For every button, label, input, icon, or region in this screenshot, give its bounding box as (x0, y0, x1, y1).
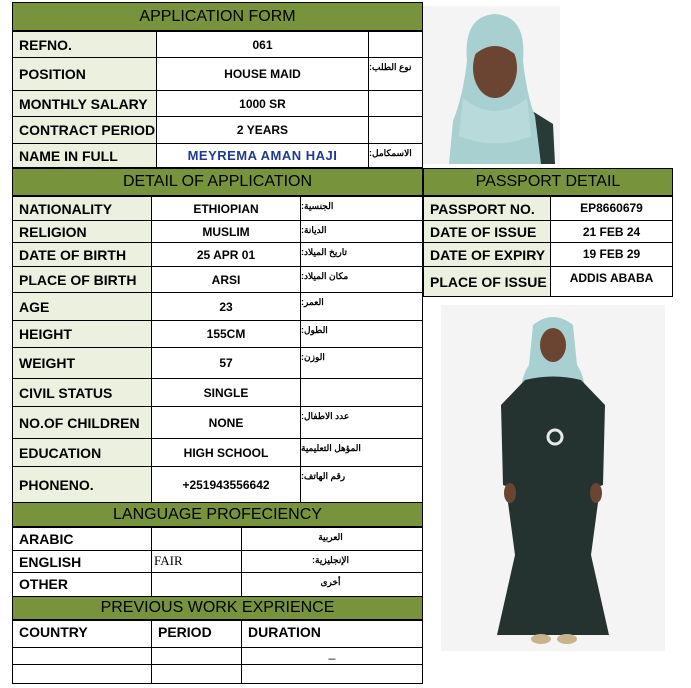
salary-value: 1000 SR (156, 90, 369, 117)
work-row2-duration (241, 664, 423, 684)
nationality-arabic: الجنسية: (300, 196, 423, 221)
work-row2-period (151, 664, 242, 684)
language-english-arabic: الإنجليزية: (241, 550, 423, 573)
passport-place-of-issue-value: ADDIS ABABA (550, 266, 673, 297)
refno-value: 061 (156, 31, 369, 58)
work-country-header: COUNTRY (12, 620, 152, 648)
phoneno-value: +251943556642 (151, 466, 301, 503)
weight-label: WEIGHT (12, 347, 152, 379)
position-arabic: نوع الطلب: (368, 57, 423, 91)
language-arabic-arabic: العربية (241, 527, 423, 551)
date-of-birth-label: DATE OF BIRTH (12, 242, 152, 267)
place-of-birth-label: PLACE OF BIRTH (12, 266, 152, 293)
language-arabic-label: ARABIC (12, 527, 152, 551)
passport-date-of-issue-value: 21 FEB 24 (550, 220, 673, 243)
portrait-photo (423, 6, 560, 164)
work-row-country (12, 647, 152, 665)
education-arabic: المؤهل التعليمية (300, 438, 423, 467)
civil-status-arabic-cell (300, 378, 423, 407)
passport-header: PASSPORT DETAIL (423, 168, 673, 196)
salary-label: MONTHLY SALARY (12, 90, 157, 117)
contract-label: CONTRACT PERIOD (12, 116, 157, 144)
language-other-value (151, 572, 242, 597)
phoneno-arabic: رقم الهاتف: (300, 466, 423, 503)
language-arabic-value (151, 527, 242, 551)
passport-date-of-expiry-label: DATE OF EXPIRY (423, 242, 551, 267)
weight-value: 57 (151, 347, 301, 379)
date-of-birth-arabic: تاريخ الميلاد: (300, 242, 423, 267)
language-other-arabic: أخرى (241, 572, 423, 597)
religion-value: MUSLIM (151, 220, 301, 243)
civil-status-value: SINGLE (151, 378, 301, 407)
language-english-label: ENGLISH (12, 550, 152, 573)
refno-label: REFNO. (12, 31, 157, 58)
nationality-value: ETHIOPIAN (151, 196, 301, 221)
salary-arabic-cell (368, 90, 423, 117)
no-of-children-label: NO.OF CHILDREN (12, 406, 152, 439)
phoneno-label: PHONENO. (12, 466, 152, 503)
application-form-header: APPLICATION FORM (12, 2, 423, 31)
height-value: 155CM (151, 320, 301, 348)
civil-status-label: CIVIL STATUS (12, 378, 152, 407)
place-of-birth-arabic: مكان الميلاد: (300, 266, 423, 293)
place-of-birth-value: ARSI (151, 266, 301, 293)
position-value: HOUSE MAID (156, 57, 369, 91)
work-header: PREVIOUS WORK EXPRIENCE (12, 596, 423, 620)
contract-value: 2 YEARS (156, 116, 369, 144)
work-row-period (151, 647, 242, 665)
passport-date-of-expiry-value: 19 FEB 29 (550, 242, 673, 267)
contract-arabic-cell (368, 116, 423, 144)
name-arabic: الاسمكامل: (368, 143, 423, 168)
nationality-label: NATIONALITY (12, 196, 152, 221)
language-english-value: FAIR (151, 550, 242, 573)
position-label: POSITION (12, 57, 157, 91)
passport-passport-no-value: EP8660679 (550, 196, 673, 221)
passport-date-of-issue-label: DATE OF ISSUE (423, 220, 551, 243)
language-other-label: OTHER (12, 572, 152, 597)
language-header: LANGUAGE PROFECIENCY (12, 502, 423, 527)
age-value: 23 (151, 292, 301, 321)
religion-arabic: الديانة: (300, 220, 423, 243)
height-arabic: الطول: (300, 320, 423, 348)
height-label: HEIGHT (12, 320, 152, 348)
date-of-birth-value: 25 APR 01 (151, 242, 301, 267)
weight-arabic: الوزن: (300, 347, 423, 379)
passport-place-of-issue-label: PLACE OF ISSUE (423, 266, 551, 297)
name-label: NAME IN FULL (12, 143, 157, 168)
work-period-header: PERIOD (151, 620, 242, 648)
name-value: MEYREMA AMAN HAJI (156, 143, 369, 168)
refno-arabic-cell (368, 31, 423, 58)
education-value: HIGH SCHOOL (151, 438, 301, 467)
work-row-duration: _ (241, 647, 423, 665)
full-body-photo (441, 305, 665, 651)
no-of-children-value: NONE (151, 406, 301, 439)
work-row2-country (12, 664, 152, 684)
work-duration-header: DURATION (241, 620, 423, 648)
full-body-photo-image (441, 305, 665, 651)
education-label: EDUCATION (12, 438, 152, 467)
age-arabic: العمر: (300, 292, 423, 321)
age-label: AGE (12, 292, 152, 321)
detail-header: DETAIL OF APPLICATION (12, 168, 423, 196)
portrait-photo-image (423, 6, 560, 164)
passport-passport-no-label: PASSPORT NO. (423, 196, 551, 221)
religion-label: RELIGION (12, 220, 152, 243)
no-of-children-arabic: عدد الاطفال: (300, 406, 423, 439)
